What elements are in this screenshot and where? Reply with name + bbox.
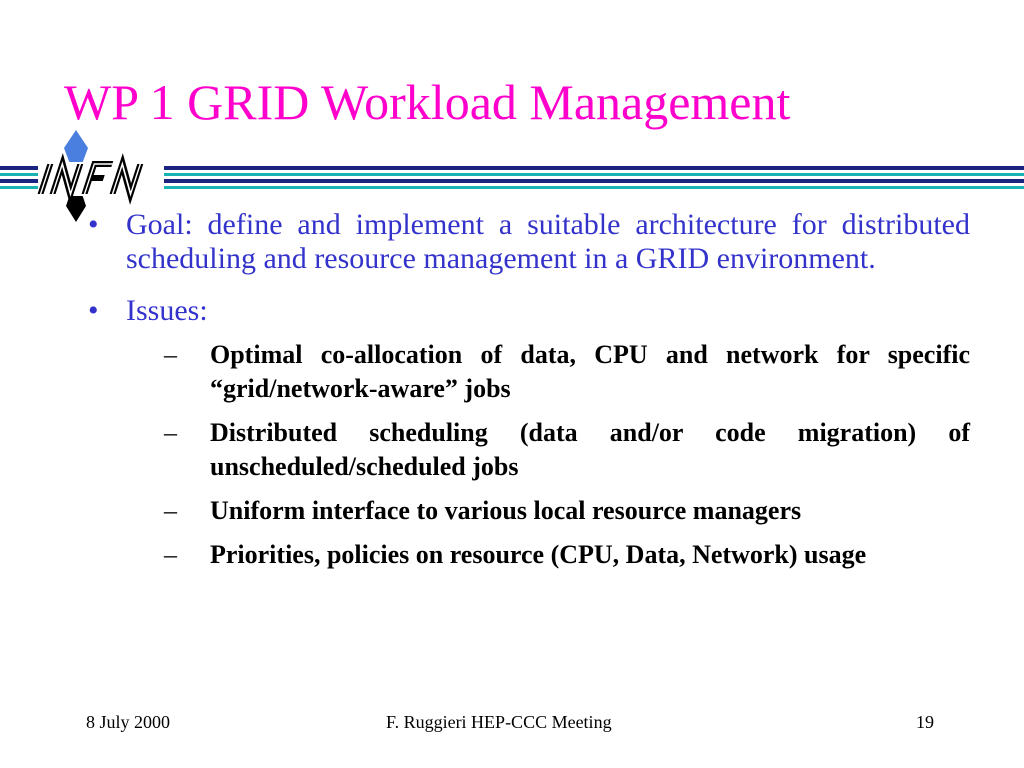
sub-bullet <box>164 538 970 572</box>
footer-author-meeting: F. Ruggieri HEP-CCC Meeting <box>386 712 612 732</box>
footer-page-number: 19 <box>916 712 934 732</box>
dash-marker: – <box>164 418 177 447</box>
bullet-issues <box>88 294 970 572</box>
bullet-goal-text: Goal: define and implement a suitable architecture for distributed scheduling and resource management in a GRID environment. <box>126 208 970 275</box>
sub-bullet-text: Uniform interface to various local resource managers <box>210 496 802 525</box>
sub-bullet-text: Optimal co-allocation of data, CPU and network for specific “grid/network-aware” jobs <box>210 340 970 403</box>
dash-marker: – <box>164 340 177 369</box>
bullet-goal <box>88 208 970 276</box>
sub-bullet-list <box>126 338 970 572</box>
footer-date: 8 July 2000 <box>86 712 171 732</box>
bullet-dot: • <box>88 208 99 241</box>
bullet-dot: • <box>88 294 99 327</box>
sub-bullet <box>164 416 970 484</box>
bullet-list <box>88 190 970 582</box>
sub-bullet <box>164 338 970 406</box>
bullet-issues-text: Issues: <box>126 294 208 327</box>
sub-bullet <box>164 494 970 528</box>
dash-marker: – <box>164 540 177 569</box>
sub-bullet-text: Distributed scheduling (data and/or code migration) of unscheduled/scheduled jobs <box>210 418 970 481</box>
dash-marker: – <box>164 496 177 525</box>
slide-title: WP 1 GRID Workload Management <box>64 74 791 130</box>
sub-bullet-text: Priorities, policies on resource (CPU, Data, Network) usage <box>210 540 867 569</box>
